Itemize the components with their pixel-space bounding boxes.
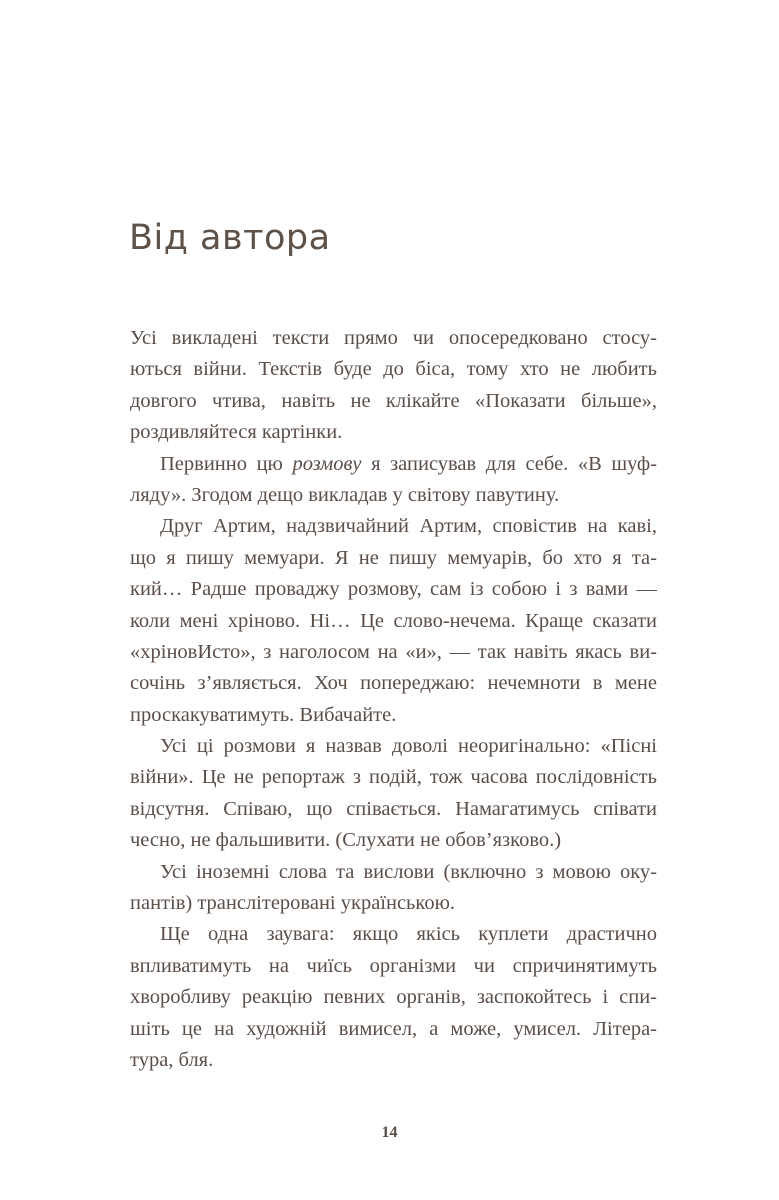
text-line: що я пишу мемуари. Я не пишу мемуарів, бо хто я та-: [130, 546, 657, 569]
chapter-title: Від автора: [129, 218, 331, 258]
text-line: пантів) транслітеровані українською.: [130, 892, 456, 915]
text-line: ються війни. Текстів буде до біса, тому хто не любить: [130, 358, 657, 381]
text-line: тура, бля.: [130, 1048, 214, 1071]
text-line: довгого чтива, навіть не клікайте «Показати більше»,: [130, 389, 657, 412]
text-line: кий… Радше проваджу розмову, сам із собою і з вами —: [130, 578, 657, 601]
paragraph: [130, 511, 657, 731]
text-line: Ще одна заувага: якщо якісь куплети драстично: [160, 923, 657, 946]
text-line: ляду». Згодом дещо викладав у світову павутину.: [130, 483, 560, 506]
text-line: Усі ці розмови я назвав доволі неоригінально: «Пісні: [160, 735, 657, 758]
text-line: хворобливу реакцію певних органів, заспокойтесь і спи-: [130, 986, 657, 1009]
text-line: сочінь з’являється. Хоч попереджаю: нечемноти в мене: [130, 672, 657, 695]
text-line: проскакуватимуть. Вибачайте.: [130, 703, 397, 726]
paragraph: [130, 323, 657, 449]
text-segment: Первинно цю: [160, 452, 293, 475]
text-line: Усі викладені тексти прямо чи опосередковано стосу-: [130, 327, 657, 349]
text-line: чесно, не фальшивити. (Слухати не обов’язково.): [130, 829, 562, 852]
text-line: Усі іноземні слова та вислови (включно з мовою оку-: [160, 860, 657, 883]
page-number: 14: [381, 1124, 398, 1141]
text-line: [130, 449, 657, 480]
paragraph: [130, 919, 657, 1076]
body-text: [130, 323, 657, 1076]
text-line: роздивляйтеся картінки.: [130, 421, 343, 444]
text-line: «хріновИсто», з наголосом на «и», — так навіть якась ви-: [130, 640, 657, 663]
text-line: Друг Артим, надзвичайний Артим, сповістив на каві,: [160, 515, 657, 538]
italic-text: розмову: [292, 452, 362, 475]
text-line: відсутня. Співаю, що співається. Намагатимусь співати: [130, 797, 657, 820]
paragraph: [130, 857, 657, 920]
paragraph: [130, 449, 657, 512]
text-line: впливатимуть на чиїсь організми чи спричинятимуть: [130, 954, 657, 977]
text-line: шіть це на художній вимисел, а може, умисел. Літера-: [130, 1017, 657, 1040]
text-line: коли мені хріново. Ні… Це слово-нечема. Краще сказати: [130, 609, 657, 632]
text-segment: я записував для себе. «В шуф-: [361, 452, 657, 475]
paragraph: [130, 731, 657, 857]
text-line: війни». Це не репортаж з подій, тож часова послідовність: [130, 766, 657, 789]
